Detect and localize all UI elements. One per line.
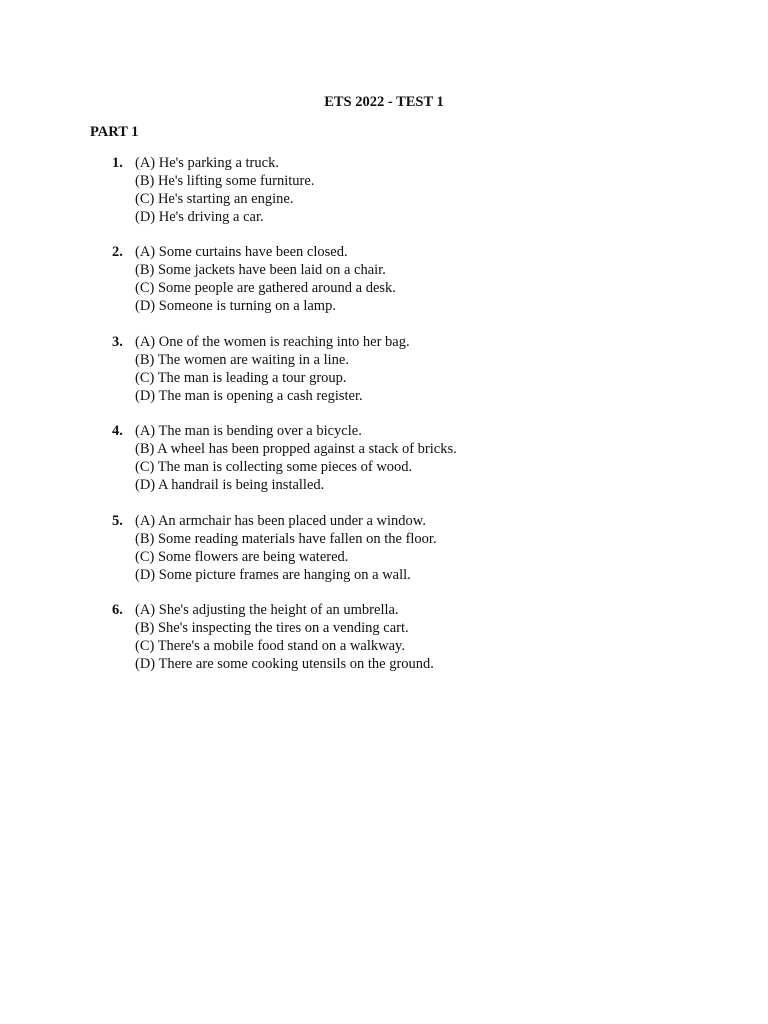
question-3 [0,333,768,422]
question-number: 2. [112,244,123,261]
option-list [135,243,396,315]
option-d: (D) Someone is turning on a lamp. [135,298,336,315]
option-list [135,333,410,405]
option-a: (A) An armchair has been placed under a window. [135,512,426,529]
option-b: (B) Some jackets have been laid on a chair. [135,262,386,279]
option-b: (B) The women are waiting in a line. [135,351,349,368]
option-d: (D) There are some cooking utensils on the ground. [135,655,434,672]
question-list [0,154,768,690]
option-c: (C) Some flowers are being watered. [135,548,349,565]
option-c: (C) Some people are gathered around a desk. [135,280,396,297]
option-b: (B) A wheel has been propped against a stack of bricks. [135,441,457,458]
option-d: (D) The man is opening a cash register. [135,387,363,404]
question-6 [0,601,768,690]
question-number: 6. [112,601,123,618]
question-number: 1. [112,155,123,171]
option-list [135,422,457,494]
option-b: (B) Some reading materials have fallen on the floor. [135,530,437,547]
option-a: (A) He's parking a truck. [135,155,279,171]
question-number: 3. [112,333,123,350]
option-c: (C) The man is collecting some pieces of wood. [135,459,413,476]
option-b: (B) He's lifting some furniture. [135,173,315,189]
question-number: 5. [112,512,123,529]
question-2 [0,243,768,332]
option-d: (D) Some picture frames are hanging on a wall. [135,566,411,583]
question-5 [0,512,768,601]
option-list [135,154,314,226]
option-c: (C) There's a mobile food stand on a walkway. [135,637,405,654]
document-title: ETS 2022 - TEST 1 [324,94,444,110]
option-list [135,512,437,584]
option-list [135,601,434,673]
option-b: (B) She's inspecting the tires on a vending cart. [135,619,409,636]
part-heading: PART 1 [90,124,139,140]
option-c: (C) He's starting an engine. [135,191,294,207]
option-a: (A) She's adjusting the height of an umbrella. [135,601,399,618]
option-a: (A) Some curtains have been closed. [135,244,348,261]
option-c: (C) The man is leading a tour group. [135,369,347,386]
question-1 [0,154,768,243]
question-4 [0,422,768,511]
option-d: (D) A handrail is being installed. [135,477,325,494]
option-a: (A) One of the women is reaching into her bag. [135,333,410,350]
option-d: (D) He's driving a car. [135,209,264,225]
question-number: 4. [112,423,123,440]
option-a: (A) The man is bending over a bicycle. [135,423,362,440]
